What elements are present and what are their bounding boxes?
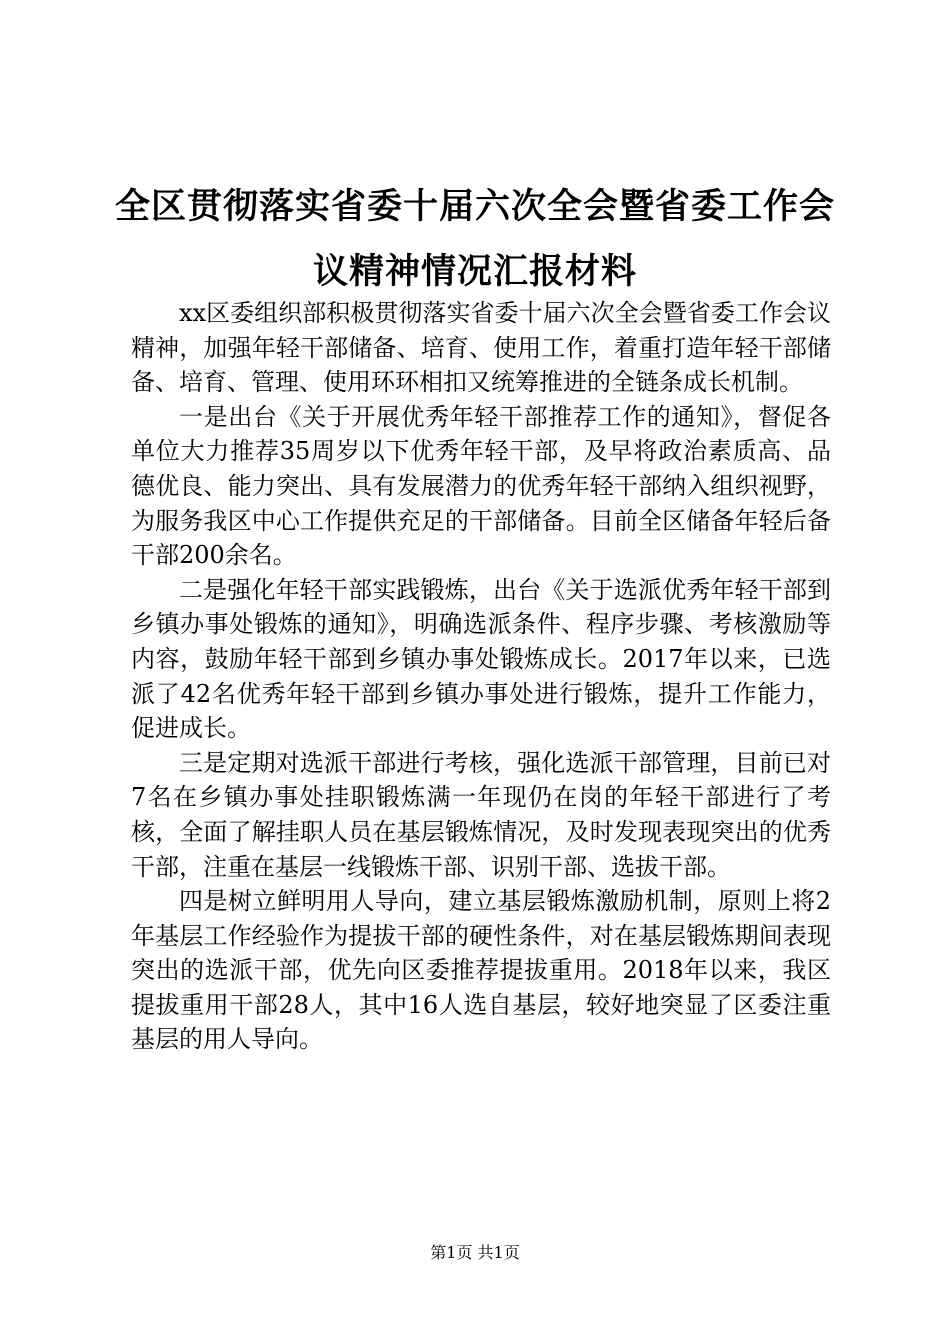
paragraph-point-4: 四是树立鲜明用人导向，建立基层锻炼激励机制，原则上将2年基层工作经验作为提拔干部的硬性条件，对在基层锻炼期间表现突出的选派干部，优先向区委推荐提拔重用。2018年以来，我区提拔重用干部28人，其中16人选自基层，较好地突显了区委注重基层的用人导向。 (131, 887, 831, 1054)
paragraph-point-1: 一是出台《关于开展优秀年轻干部推荐工作的通知》，督促各单位大力推荐35周岁以下优秀年轻干部，及早将政治素质高、品德优良、能力突出、具有发展潜力的优秀年轻干部纳入组织视野，为服务我区中心工作提供充足的干部储备。目前全区储备年轻后备干部200余名。 (131, 402, 831, 570)
document-title-line-1: 全区贯彻落实省委十届六次全会暨省委工作会 (114, 186, 835, 227)
document-title-line-2: 议精神情况汇报材料 (312, 251, 637, 292)
page-number-footer: 第1页 共1页 (430, 1243, 520, 1262)
paragraph-point-2: 二是强化年轻干部实践锻炼，出台《关于选派优秀年轻干部到乡镇办事处锻炼的通知》，明确选派条件、程序步骤、考核激励等内容，鼓励年轻干部到乡镇办事处锻炼成长。2017年以来，已选派了42名优秀年轻干部到乡镇办事处进行锻炼，提升工作能力，促进成长。 (131, 575, 831, 743)
paragraph-point-3: 三是定期对选派干部进行考核，强化选派干部管理，目前已对7名在乡镇办事处挂职锻炼满一年现仍在岗的年轻干部进行了考核，全面了解挂职人员在基层锻炼情况，及时发现表现突出的优秀干部，注重在基层一线锻炼干部、识别干部、选拔干部。 (131, 748, 831, 881)
paragraph-intro: xx区委组织部积极贯彻落实省委十届六次全会暨省委工作会议精神，加强年轻干部储备、培育、使用工作，着重打造年轻干部储备、培育、管理、使用环环相扣又统筹推进的全链条成长机制。 (131, 299, 831, 397)
document-body (131, 296, 831, 1057)
